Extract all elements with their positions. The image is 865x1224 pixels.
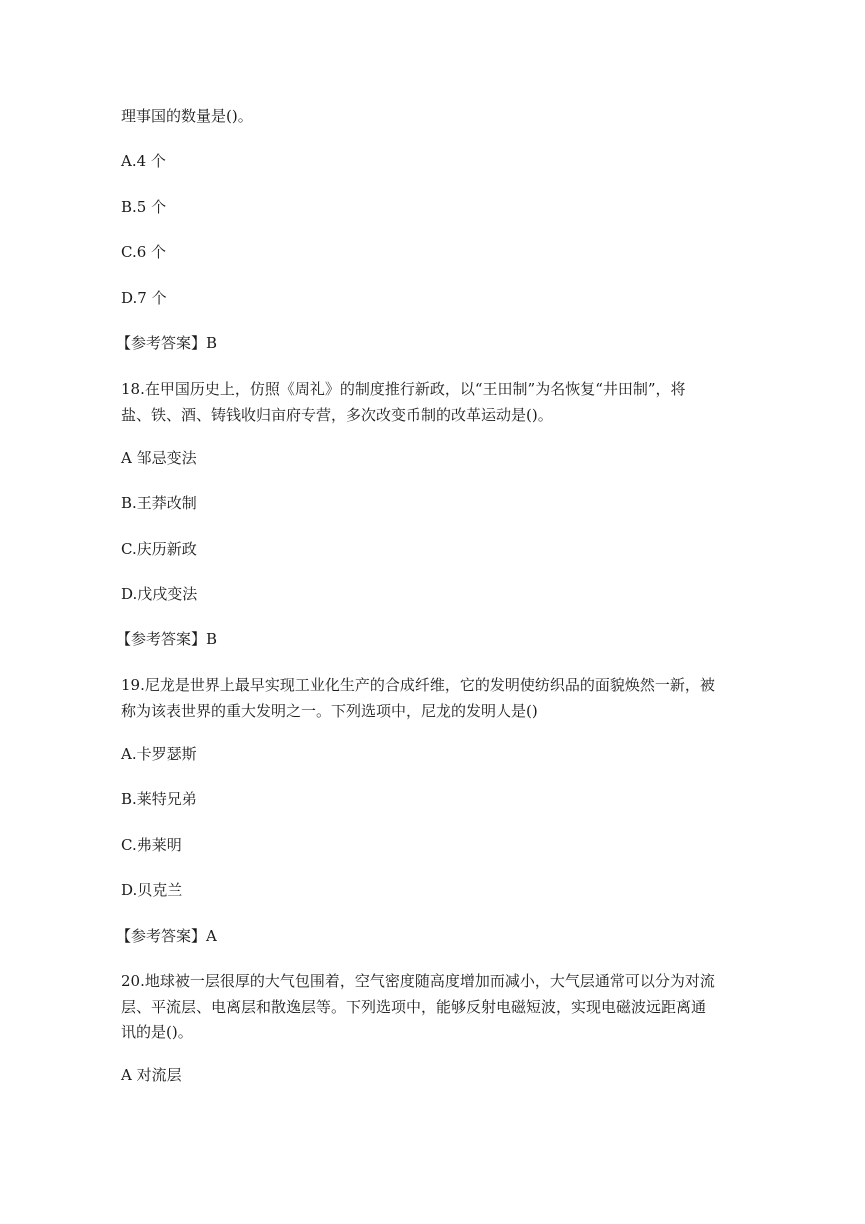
question-18-option-d: D.戊戌变法 [121, 585, 198, 603]
question-19-answer: 【参考答案】A [116, 927, 217, 945]
question-19-option-a: A.卡罗瑟斯 [121, 745, 197, 763]
question-19-option-c: C.弗莱明 [121, 836, 182, 854]
question-18-stem-line-1: 18.在甲国历史上，仿照《周礼》的制度推行新政，以“王田制”为名恢复“井田制”，将 [121, 380, 686, 398]
question-17-option-b: B.5 个 [121, 198, 167, 216]
question-19-stem-line-1: 19.尼龙是世界上最早实现工业化生产的合成纤维，它的发明使纺织品的面貌焕然一新，被 [121, 676, 715, 694]
question-20-stem-line-1: 20.地球被一层很厚的大气包围着，空气密度随高度增加而减小，大气层通常可以分为对流 [121, 972, 715, 990]
question-17-stem-line-2: 理事国的数量是()。 [121, 107, 253, 125]
question-18-stem-line-2: 盐、铁、酒、铸钱收归亩府专营，多次改变币制的改革运动是()。 [121, 406, 553, 424]
question-20-option-a: A 对流层 [121, 1066, 182, 1084]
question-17-option-d: D.7 个 [121, 289, 167, 307]
question-18-option-b: B.王莽改制 [121, 494, 197, 512]
question-20-stem-line-3: 讯的是()。 [121, 1023, 193, 1041]
question-18-option-a: A 邹忌变法 [121, 449, 197, 467]
question-19-option-d: D.贝克兰 [121, 881, 183, 899]
question-19-option-b: B.莱特兄弟 [121, 790, 197, 808]
question-17-answer: 【参考答案】B [116, 334, 218, 352]
question-19-stem-line-2: 称为该表世界的重大发明之一。下列选项中，尼龙的发明人是() [121, 702, 538, 720]
question-20-stem-line-2: 层、平流层、电离层和散逸层等。下列选项中，能够反射电磁短波，实现电磁波远距离通 [121, 998, 707, 1016]
question-18-option-c: C.庆历新政 [121, 540, 197, 558]
question-17-option-a: A.4 个 [121, 152, 166, 170]
question-17-option-c: C.6 个 [121, 243, 167, 261]
question-18-answer: 【参考答案】B [116, 630, 218, 648]
